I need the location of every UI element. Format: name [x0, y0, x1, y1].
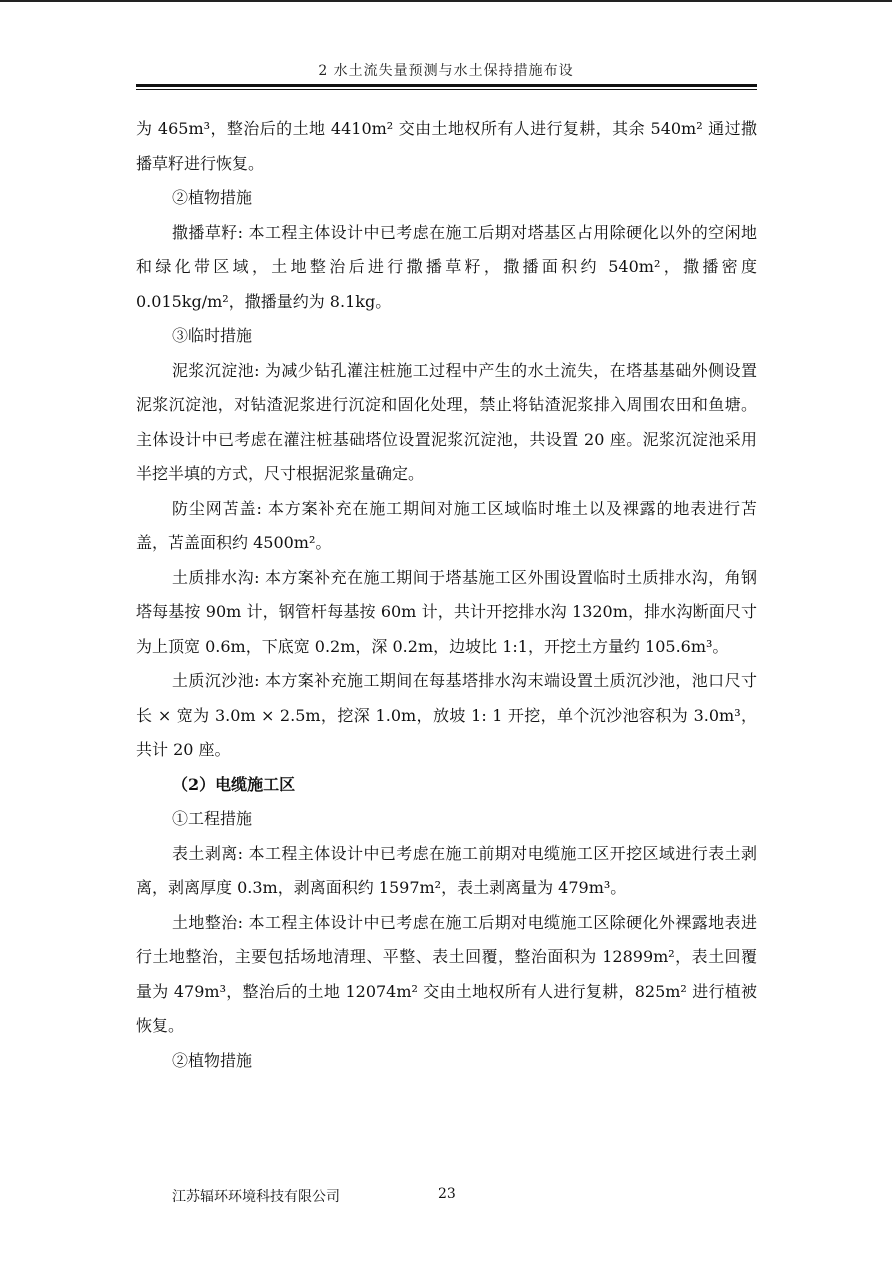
subheading-temporary-measures: ③临时措施 [172, 326, 253, 345]
page-number: 23 [438, 1186, 456, 1202]
subheading-plant-measures: ②植物措施 [172, 188, 253, 207]
subheading-engineering-measures: ①工程措施 [172, 809, 253, 828]
header-rule-thick [136, 84, 757, 87]
paragraph-seeding: 撒播草籽: 本工程主体设计中已考虑在施工后期对塔基区占用除硬化以外的空闲地和绿化带区域，土地整治后进行撒播草籽，撒播面积约 540m²，撒播密度 0.015kg/m²，撒播量约为 8.1kg。 [136, 222, 757, 311]
paragraph-topsoil-stripping: 表土剥离: 本工程主体设计中已考虑在施工前期对电缆施工区开挖区域进行表土剥离，剥离厚度 0.3m，剥离面积约 1597m²，表土剥离量为 479m³。 [136, 843, 757, 897]
paragraph-mud-pond: 泥浆沉淀池: 为减少钻孔灌注桩施工过程中产生的水土流失，在塔基基础外侧设置泥浆沉淀池，对钻渣泥浆进行沉淀和固化处理，禁止将钻渣泥浆排入周围农田和鱼塘。主体设计中已考虑在灌注桩基础塔位设置泥浆沉淀池，共设置 20 座。泥浆沉淀池采用半挖半填的方式，尺寸根据泥浆量确定。 [136, 360, 757, 483]
footer-company: 江苏辐环环境科技有限公司 [172, 1189, 340, 1205]
body-content [136, 112, 757, 1078]
paragraph-dust-net: 防尘网苫盖: 本方案补充在施工期间对施工区域临时堆土以及裸露的地表进行苫盖，苫盖面积约 4500m²。 [136, 498, 757, 552]
subheading-plant-measures-2: ②植物措施 [172, 1050, 253, 1070]
header-rule-thin [136, 89, 757, 90]
paragraph-drainage-ditch: 土质排水沟: 本方案补充在施工期间于塔基施工区外围设置临时土质排水沟，角钢塔每基按 90m 计，钢管杆每基按 60m 计，共计开挖排水沟 1320m，排水沟断面尺寸为上顶宽 0.6m，下底宽 0.2m，深 0.2m，边坡比 1:1，开挖土方量约 105.6m³。 [136, 567, 757, 656]
section-heading-cable-area: （2）电缆施工区 [172, 774, 296, 794]
paragraph-sedimentation-tank: 土质沉沙池: 本方案补充施工期间在每基塔排水沟末端设置土质沉沙池，池口尺寸长 × 宽为 3.0m × 2.5m，挖深 1.0m，放坡 1: 1 开挖，单个沉沙池容积为 3.0m³，共计 20 座。 [136, 671, 757, 759]
top-border [0, 0, 892, 2]
paragraph-continued: 为 465m³，整治后的土地 4410m² 交由土地权所有人进行复耕，其余 540m² 通过撒播草籽进行恢复。 [136, 119, 757, 173]
running-header: 2 水土流失量预测与水土保持措施布设 [318, 63, 574, 79]
paragraph-land-rehabilitation: 土地整治: 本工程主体设计中已考虑在施工后期对电缆施工区除硬化外裸露地表进行土地整治，主要包括场地清理、平整、表土回覆，整治面积为 12899m²，表土回覆量为 479m³，整治后的土地 12074m² 交由土地权所有人进行复耕，825m² 进行植被恢复。 [136, 912, 757, 1035]
